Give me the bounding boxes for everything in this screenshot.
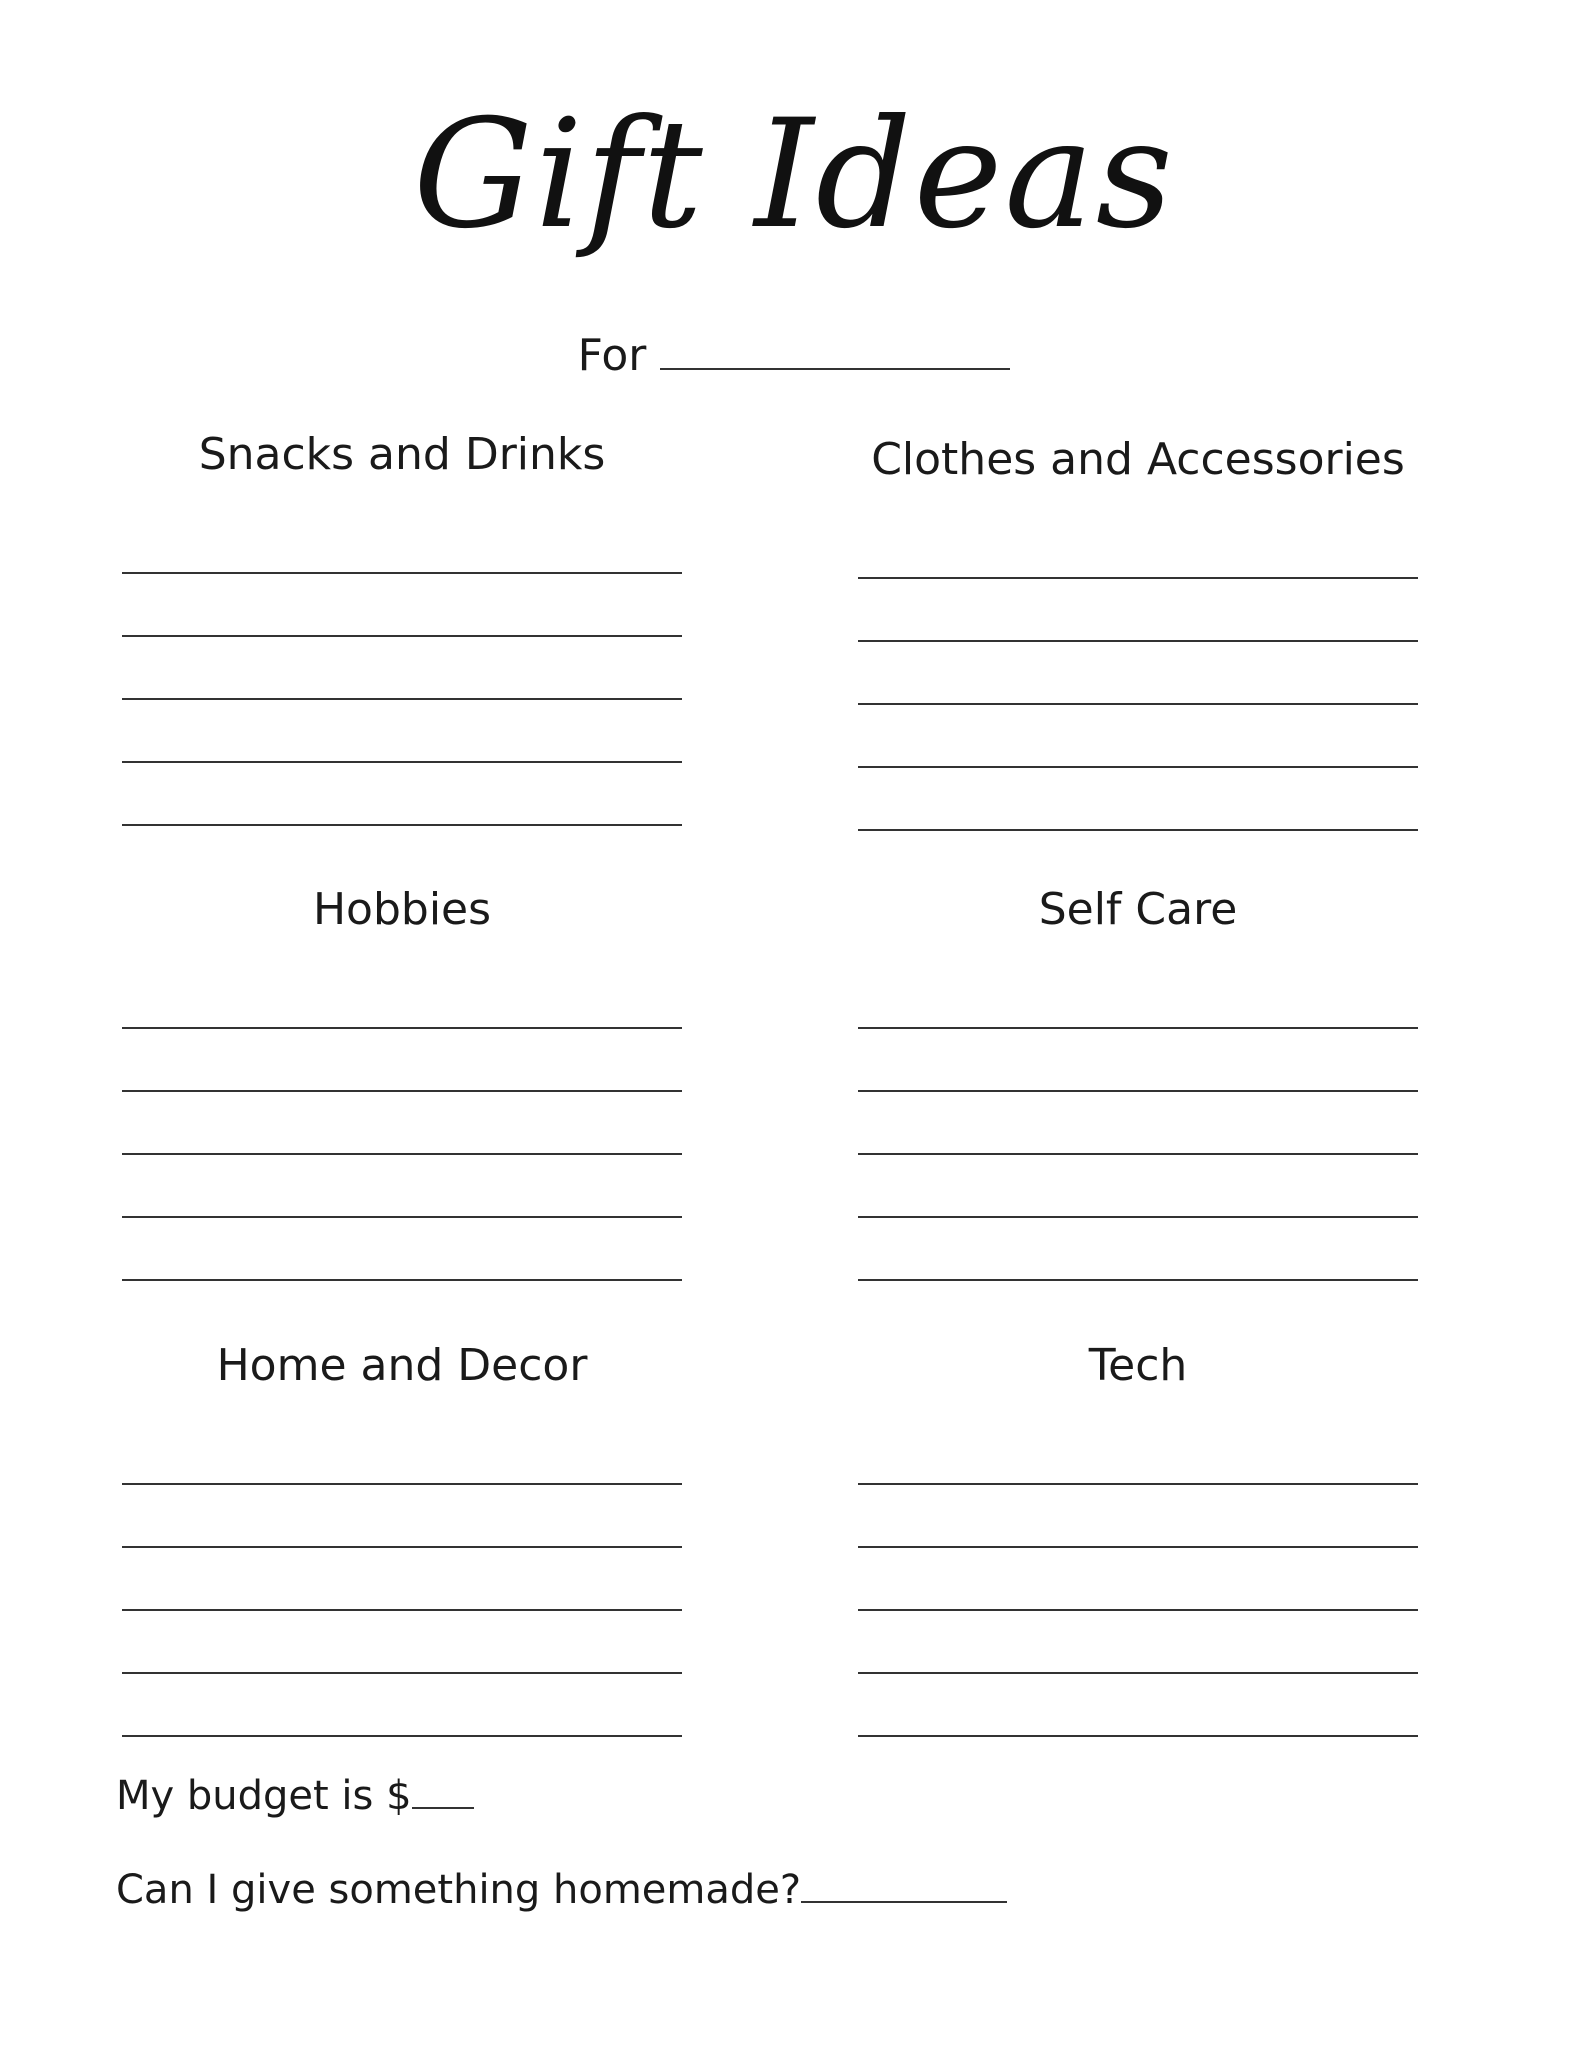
blank-line[interactable]	[122, 574, 682, 637]
blank-line[interactable]	[122, 1218, 682, 1281]
section-title: Clothes and Accessories	[871, 434, 1405, 485]
section-snacks-and-drinks	[122, 425, 682, 826]
blank-line[interactable]	[858, 1611, 1418, 1674]
section-title: Snacks and Drinks	[198, 429, 606, 480]
recipient-blank[interactable]	[660, 322, 1010, 370]
blank-line[interactable]	[858, 1548, 1418, 1611]
blank-line[interactable]	[858, 516, 1418, 579]
blank-line[interactable]	[858, 1674, 1418, 1737]
budget-blank[interactable]	[412, 1771, 474, 1809]
budget-label: My budget is $	[116, 1773, 412, 1819]
homemade-blank[interactable]	[801, 1865, 1007, 1903]
blank-line[interactable]	[858, 1092, 1418, 1155]
blank-line[interactable]	[122, 763, 682, 826]
section-title: Tech	[1088, 1340, 1188, 1391]
blank-line[interactable]	[122, 1155, 682, 1218]
blank-line[interactable]	[122, 1611, 682, 1674]
for-label: For	[577, 330, 647, 381]
blank-line[interactable]	[858, 966, 1418, 1029]
section-home-and-decor	[122, 1336, 682, 1737]
blank-line[interactable]	[858, 705, 1418, 768]
blank-line[interactable]	[122, 637, 682, 700]
blank-line[interactable]	[858, 1029, 1418, 1092]
section-title: Self Care	[1038, 884, 1238, 935]
section-title: Hobbies	[312, 884, 492, 935]
blank-line[interactable]	[122, 966, 682, 1029]
blank-line[interactable]	[858, 1422, 1418, 1485]
blank-line[interactable]	[858, 768, 1418, 831]
section-title: Home and Decor	[216, 1340, 588, 1391]
homemade-row	[116, 1862, 1007, 1918]
blank-line[interactable]	[122, 700, 682, 763]
blank-line[interactable]	[122, 1548, 682, 1611]
page-title: Gift Ideas	[413, 88, 1175, 262]
budget-row	[116, 1768, 474, 1824]
section-hobbies	[122, 880, 682, 1281]
section-tech	[858, 1336, 1418, 1737]
blank-line[interactable]	[122, 1422, 682, 1485]
blank-line[interactable]	[858, 579, 1418, 642]
blank-line[interactable]	[122, 511, 682, 574]
blank-line[interactable]	[858, 1218, 1418, 1281]
blank-line[interactable]	[858, 642, 1418, 705]
recipient-row	[0, 322, 1588, 386]
homemade-label: Can I give something homemade?	[116, 1867, 802, 1913]
blank-line[interactable]	[122, 1029, 682, 1092]
section-self-care	[858, 880, 1418, 1281]
blank-line[interactable]	[858, 1155, 1418, 1218]
blank-line[interactable]	[858, 1485, 1418, 1548]
blank-line[interactable]	[122, 1485, 682, 1548]
section-clothes-and-accessories	[858, 430, 1418, 831]
blank-line[interactable]	[122, 1092, 682, 1155]
blank-line[interactable]	[122, 1674, 682, 1737]
